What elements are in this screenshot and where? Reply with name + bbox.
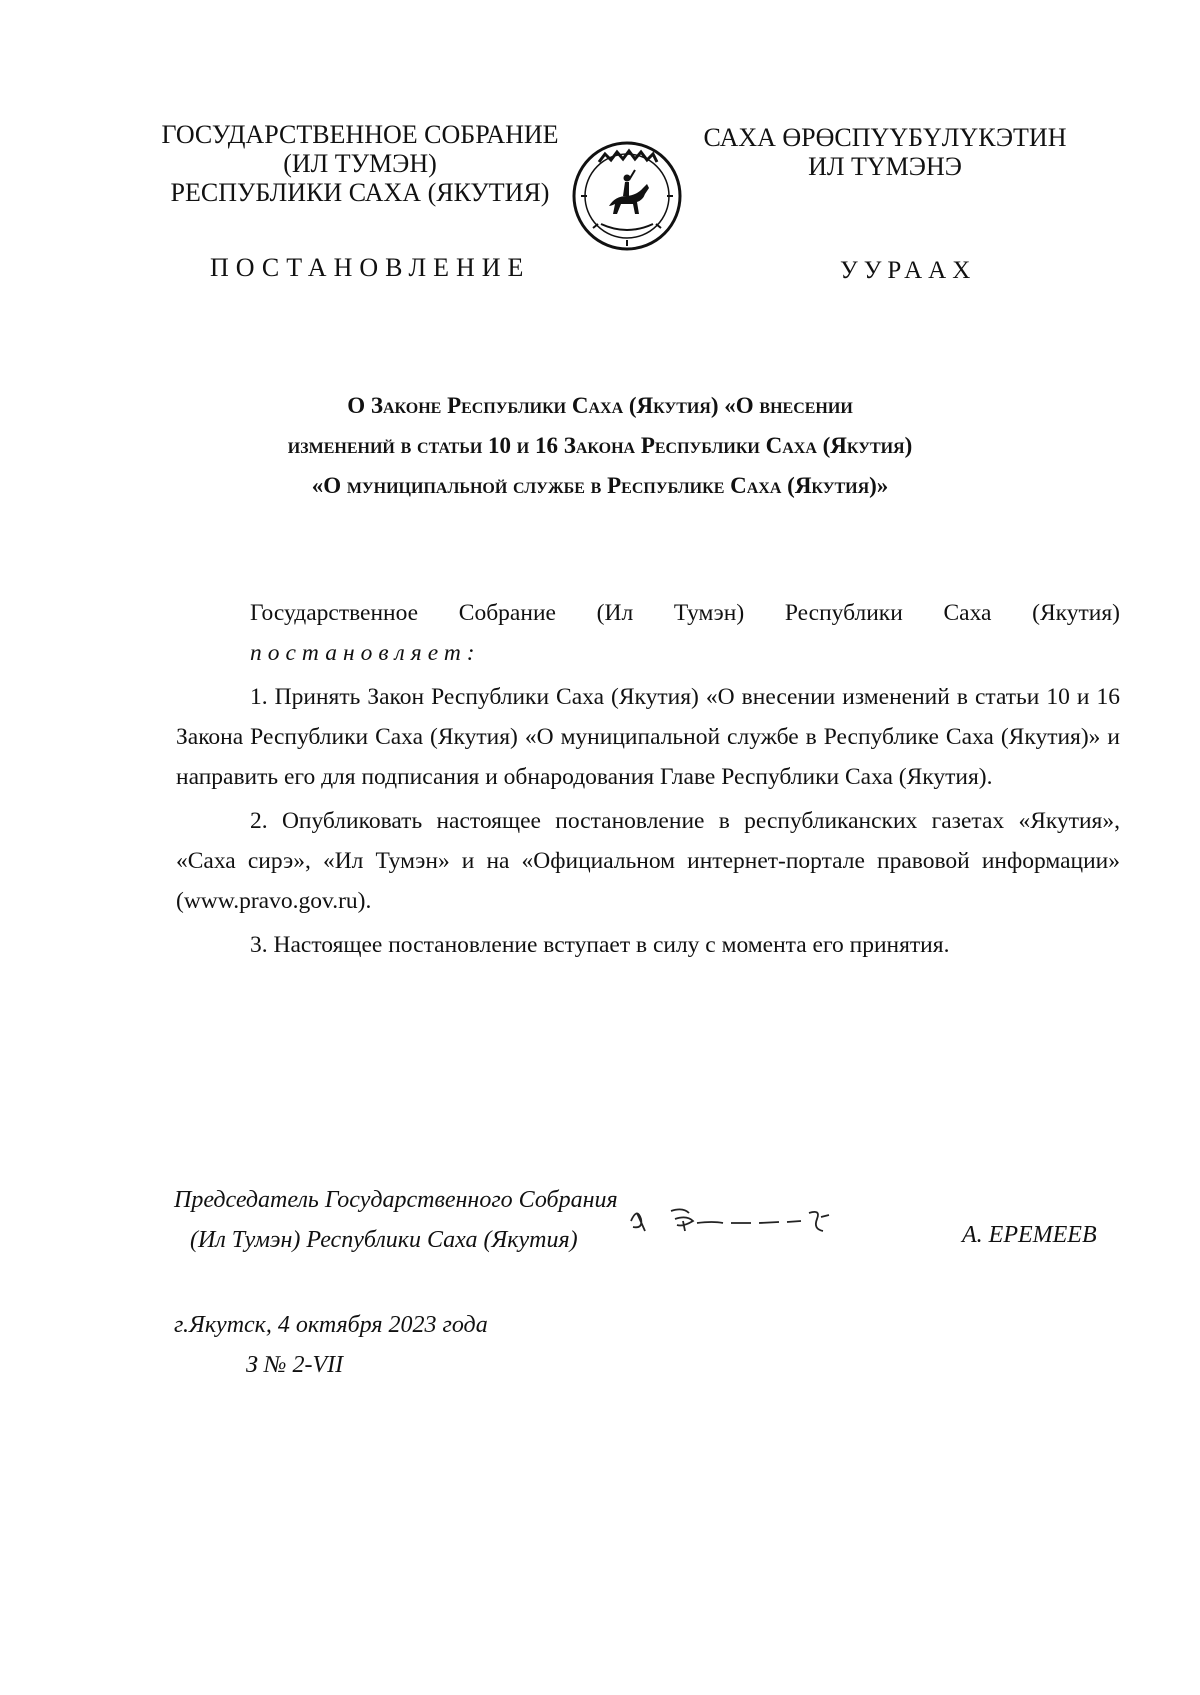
document-body bbox=[176, 593, 1120, 965]
signatory-title-line2: (Ил Тумэн) Республики Саха (Якутия) bbox=[190, 1227, 578, 1253]
intro-verb-line bbox=[176, 633, 1120, 673]
doc-type-ru: ПОСТАНОВЛЕНИЕ bbox=[210, 253, 531, 282]
signatory-title bbox=[174, 1180, 618, 1260]
signatory-name: А. ЕРЕМЕЕВ bbox=[962, 1222, 1097, 1248]
title-line1: О Законе Республики Саха (Якутия) «О внесении bbox=[347, 393, 853, 418]
issuer-ru-line1: ГОСУДАРСТВЕННОЕ СОБРАНИЕ bbox=[161, 120, 559, 149]
intro-verb: постановляет: bbox=[250, 640, 481, 666]
issuer-sah-line1: САХА ӨРӨСПҮҮБҮЛҮКЭТИН bbox=[703, 123, 1067, 152]
item-3: 3. Настоящее постановление вступает в силу с момента его принятия. bbox=[250, 932, 950, 958]
title-line2: изменений в статьи 10 и 16 Закона Республики Саха (Якутия) bbox=[287, 433, 913, 458]
title-line3: «О муниципальной службе в Республике Саха (Якутия)» bbox=[311, 473, 889, 498]
issuer-sah bbox=[700, 123, 1070, 181]
item-2: 2. Опубликовать настоящее постановление в республиканских газетах «Якутия», «Саха сирэ», «Ил Тумэн» и на «Официальном интернет-портале правовой информации» (www.pravo.gov.ru). bbox=[176, 808, 1120, 914]
place-and-date bbox=[174, 1305, 488, 1385]
document-number: З № 2-VII bbox=[246, 1352, 344, 1378]
place-date-line: г.Якутск, 4 октября 2023 года bbox=[174, 1312, 488, 1338]
coat-of-arms-emblem bbox=[571, 140, 683, 252]
issuer-sah-line2: ИЛ ТҮМЭНЭ bbox=[808, 152, 962, 181]
doc-type-sah: УУРААХ bbox=[840, 257, 977, 284]
handwritten-signature bbox=[623, 1199, 863, 1239]
issuer-ru bbox=[150, 120, 570, 207]
item-1: 1. Принять Закон Республики Саха (Якутия) «О внесении изменений в статьи 10 и 16 Закона Республики Саха (Якутия) «О муниципальной службе в Республике Саха (Якутия)» и направить его для подписания и обнародования Главе Республики Саха (Якутия). bbox=[176, 684, 1120, 790]
document-title bbox=[150, 386, 1050, 506]
signatory-title-line1: Председатель Государственного Собрания bbox=[174, 1187, 618, 1213]
issuer-ru-line3: РЕСПУБЛИКИ САХА (ЯКУТИЯ) bbox=[170, 178, 550, 207]
issuer-ru-line2: (ИЛ ТУМЭН) bbox=[283, 149, 437, 178]
intro-paragraph: Государственное Собрание (Ил Тумэн) Республики Саха (Якутия) bbox=[250, 600, 1120, 626]
